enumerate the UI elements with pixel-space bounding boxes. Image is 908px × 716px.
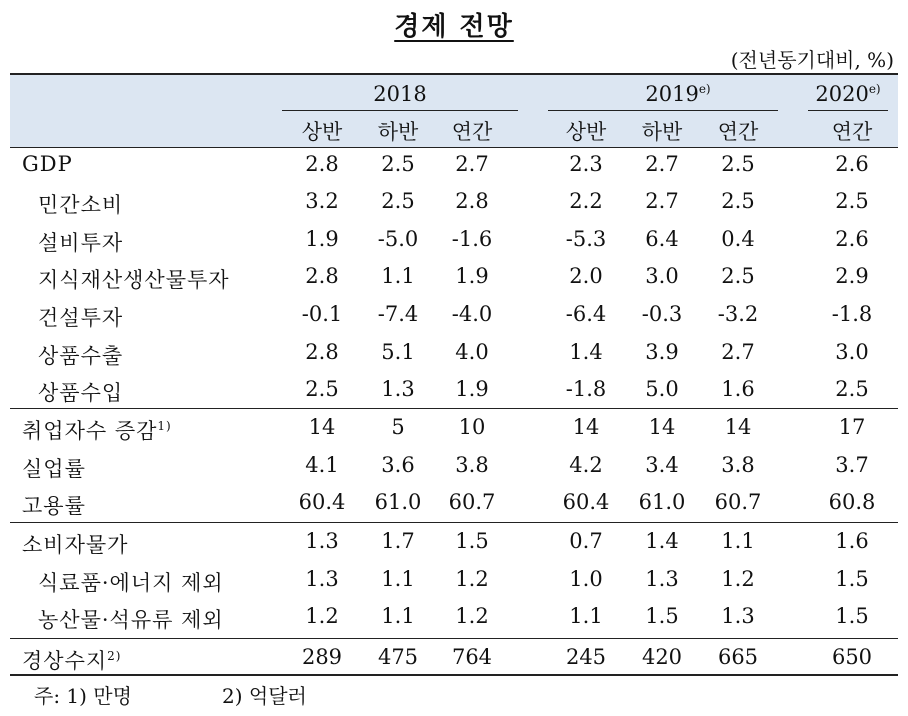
table-cell: 1.2 <box>721 567 755 591</box>
table-cell: 1.6 <box>835 529 869 553</box>
table-cell: 5.1 <box>381 340 415 364</box>
row-label: 농산물·석유류 제외 <box>38 608 224 632</box>
table-cell: 2.7 <box>645 152 679 176</box>
table-cell: 4.1 <box>305 453 339 477</box>
table-cell: 60.4 <box>562 490 610 514</box>
table-cell: 2.6 <box>835 227 869 251</box>
table-cell: 1.3 <box>645 567 679 591</box>
row-label: GDP <box>22 152 73 176</box>
table-bottom-border <box>10 674 898 676</box>
table-cell: 3.8 <box>455 453 489 477</box>
table-cell: 2.5 <box>835 377 869 401</box>
table-cell: 2.6 <box>835 152 869 176</box>
table-cell: 1.5 <box>645 604 679 628</box>
table-cell: 4.2 <box>569 453 603 477</box>
table-cell: 1.5 <box>835 567 869 591</box>
table-cell: 2.5 <box>381 152 415 176</box>
table-cell: 2.8 <box>305 340 339 364</box>
table-cell: 5 <box>391 415 405 439</box>
table-cell: 2.0 <box>569 264 603 288</box>
table-cell: 2.5 <box>305 377 339 401</box>
sub-header-cell: 상반 <box>301 120 343 144</box>
table-cell: 3.8 <box>721 453 755 477</box>
table-cell: 1.9 <box>305 227 339 251</box>
row-label: 실업률 <box>22 457 86 481</box>
table-cell: 6.4 <box>645 227 679 251</box>
sub-header-cell: 하반 <box>377 120 419 144</box>
table-cell: 1.3 <box>721 604 755 628</box>
table-cell: 1.1 <box>381 567 415 591</box>
section-divider-1 <box>10 408 898 409</box>
table-cell: 1.4 <box>569 340 603 364</box>
table-cell: 2.5 <box>381 189 415 213</box>
document-title: 경제 전망 <box>394 12 514 42</box>
table-cell: 3.4 <box>645 453 679 477</box>
table-cell: 2.9 <box>835 264 869 288</box>
table-cell: 14 <box>724 415 752 439</box>
header-2018-rule <box>282 110 518 111</box>
table-cell: 0.4 <box>721 227 755 251</box>
row-label: 고용률 <box>22 494 86 518</box>
sub-header-cell: 하반 <box>641 120 683 144</box>
table-cell: 245 <box>565 645 607 669</box>
table-cell: 1.1 <box>381 264 415 288</box>
table-cell: 1.0 <box>569 567 603 591</box>
table-cell: -0.3 <box>641 302 683 326</box>
header-bottom-border <box>10 147 898 148</box>
table-cell: 2.8 <box>305 264 339 288</box>
table-cell: 1.6 <box>721 377 755 401</box>
table-cell: 2.7 <box>455 152 489 176</box>
table-cell: 14 <box>648 415 676 439</box>
table-cell: 1.4 <box>645 529 679 553</box>
table-cell: 14 <box>572 415 600 439</box>
row-label: 설비투자 <box>38 231 124 255</box>
sub-header-cell: 연간 <box>451 120 493 144</box>
table-cell: -7.4 <box>377 302 419 326</box>
table-cell: 17 <box>838 415 866 439</box>
table-cell: 1.5 <box>835 604 869 628</box>
table-cell: 1.3 <box>305 567 339 591</box>
section-divider-2 <box>10 522 898 523</box>
table-cell: 60.4 <box>298 490 346 514</box>
row-label: 민간소비 <box>38 193 124 217</box>
table-cell: 2.3 <box>569 152 603 176</box>
row-label: 지식재산생산물투자 <box>38 268 230 292</box>
table-cell: 650 <box>831 645 873 669</box>
table-cell: 10 <box>458 415 486 439</box>
header-2020-rule <box>808 110 888 111</box>
table-cell: 2.8 <box>305 152 339 176</box>
table-cell: 2.5 <box>721 264 755 288</box>
table-cell: 14 <box>308 415 336 439</box>
table-cell: 4.0 <box>455 340 489 364</box>
table-cell: 2.2 <box>569 189 603 213</box>
header-year-2020: 2020$^{e)}$ <box>815 82 881 106</box>
table-cell: 61.0 <box>374 490 422 514</box>
table-cell: 2.7 <box>721 340 755 364</box>
table-cell: 1.9 <box>455 264 489 288</box>
table-cell: -5.3 <box>565 227 607 251</box>
footnote-1: 주: 1) 만명 <box>34 684 132 708</box>
table-cell: 5.0 <box>645 377 679 401</box>
row-label: 식료품·에너지 제외 <box>38 571 224 595</box>
row-label: 취업자수 증감$^{1)}$ <box>22 419 172 443</box>
table-cell: 3.0 <box>835 340 869 364</box>
table-cell: 665 <box>717 645 759 669</box>
table-cell: 3.9 <box>645 340 679 364</box>
table-cell: 1.1 <box>721 529 755 553</box>
footnote-2: 2) 억달러 <box>222 684 307 708</box>
table-cell: 2.7 <box>645 189 679 213</box>
table-cell: -3.2 <box>717 302 759 326</box>
table-cell: 60.7 <box>714 490 762 514</box>
table-cell: -0.1 <box>301 302 343 326</box>
table-cell: 1.2 <box>305 604 339 628</box>
table-cell: -6.4 <box>565 302 607 326</box>
table-cell: 61.0 <box>638 490 686 514</box>
table-cell: 2.5 <box>835 189 869 213</box>
sub-header-cell: 상반 <box>565 120 607 144</box>
table-top-border <box>10 73 898 75</box>
table-cell: 1.1 <box>381 604 415 628</box>
table-cell: 3.7 <box>835 453 869 477</box>
table-cell: 289 <box>301 645 343 669</box>
table-cell: 0.7 <box>569 529 603 553</box>
header-year-2018: 2018 <box>373 82 427 106</box>
table-cell: -1.6 <box>451 227 493 251</box>
table-cell: 60.7 <box>448 490 496 514</box>
header-year-2019: 2019$^{e)}$ <box>645 82 711 106</box>
table-cell: -5.0 <box>377 227 419 251</box>
table-cell: 1.2 <box>455 604 489 628</box>
table-cell: 1.5 <box>455 529 489 553</box>
table-cell: 1.2 <box>455 567 489 591</box>
table-cell: 1.3 <box>305 529 339 553</box>
table-cell: -4.0 <box>451 302 493 326</box>
unit-note: (전년동기대비, %) <box>730 48 894 72</box>
table-cell: 3.2 <box>305 189 339 213</box>
table-cell: 2.5 <box>721 189 755 213</box>
row-label: 상품수입 <box>38 381 124 405</box>
section-divider-3 <box>10 638 898 639</box>
table-cell: 1.7 <box>381 529 415 553</box>
table-cell: 3.0 <box>645 264 679 288</box>
table-cell: 60.8 <box>828 490 876 514</box>
header-2019-rule <box>548 110 778 111</box>
sub-header-cell: 연간 <box>831 120 873 144</box>
table-cell: 2.5 <box>721 152 755 176</box>
table-cell: -1.8 <box>565 377 607 401</box>
table-cell: 2.8 <box>455 189 489 213</box>
table-cell: 1.3 <box>381 377 415 401</box>
table-cell: 1.9 <box>455 377 489 401</box>
table-cell: 1.1 <box>569 604 603 628</box>
table-cell: 420 <box>641 645 683 669</box>
row-label: 상품수출 <box>38 344 124 368</box>
sub-header-cell: 연간 <box>717 120 759 144</box>
row-label: 소비자물가 <box>22 533 129 557</box>
table-cell: 475 <box>377 645 419 669</box>
table-cell: -1.8 <box>831 302 873 326</box>
table-cell: 764 <box>451 645 493 669</box>
row-label: 경상수지$^{2)}$ <box>22 649 122 673</box>
table-cell: 3.6 <box>381 453 415 477</box>
row-label: 건설투자 <box>38 306 124 330</box>
